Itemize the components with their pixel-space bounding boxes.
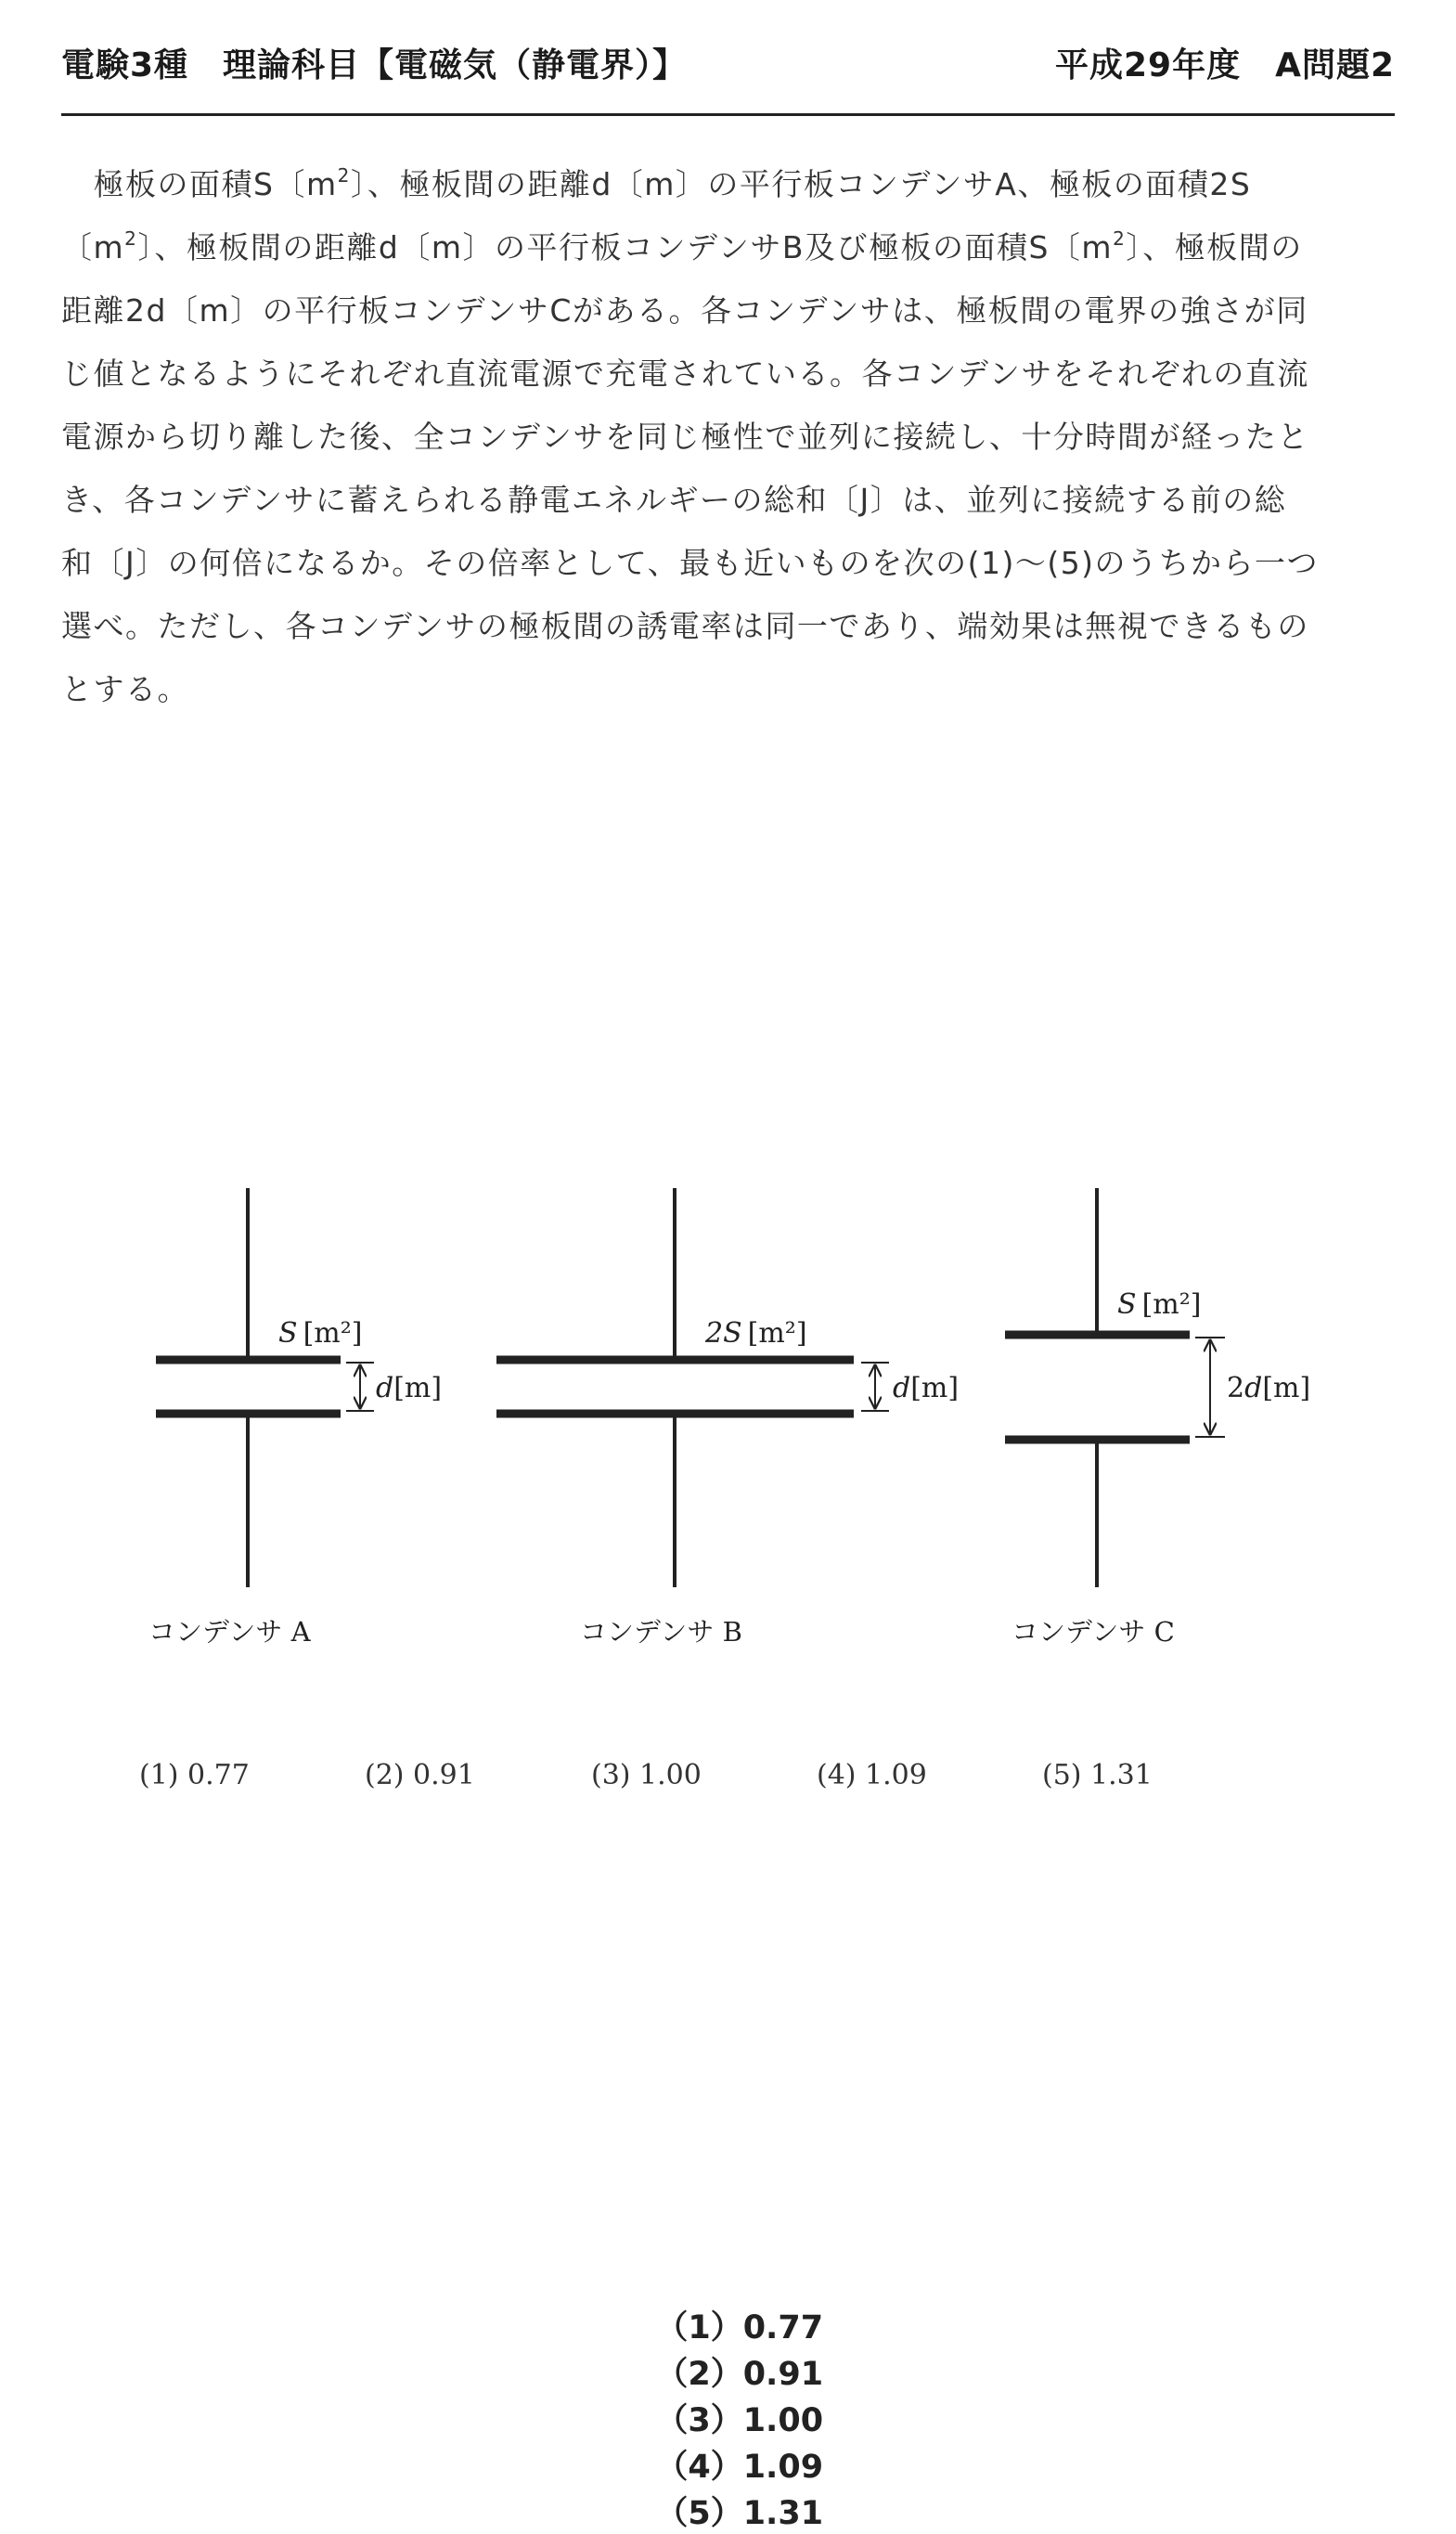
capacitor-c — [1005, 1188, 1310, 1648]
answer-choice-5[interactable]: （5）1.31 — [655, 2495, 824, 2532]
answer-choice-4[interactable]: （4）1.09 — [655, 2449, 824, 2486]
capacitor-a-gap-label: d[m] — [376, 1372, 443, 1404]
question-line: 選べ。ただし、各コンデンサの極板間の誘電率は同一であり、端効果は無視できるもの — [61, 608, 1309, 644]
question-line: 電源から切り離した後、全コンデンサを同じ極性で並列に接続し、十分時間が経ったと — [61, 419, 1309, 455]
choice-1[interactable]: (1) 0.77 — [139, 1759, 250, 1791]
exam-subject-title: 電験3種 理論科目【電磁気（静電界）】 — [61, 46, 688, 84]
choice-2[interactable]: (2) 0.91 — [365, 1759, 475, 1791]
question-line: き、各コンデンサに蓄えられる静電エネルギーの総和〔J〕は、並列に接続する前の総 — [61, 482, 1287, 518]
capacitor-a-caption: コンデンサ A — [148, 1616, 311, 1648]
answer-choices — [139, 1759, 1253, 1805]
capacitor-a-area-label: S [m²] — [278, 1317, 363, 1350]
capacitor-diagram — [0, 1170, 1456, 1671]
answer-choice-1[interactable]: （1）0.77 — [655, 2309, 824, 2347]
answer-choice-3[interactable]: （3）1.00 — [655, 2402, 824, 2439]
choice-5[interactable]: (5) 1.31 — [1042, 1759, 1153, 1791]
answer-choices-bold — [0, 2265, 1456, 2534]
question-line: 距離2d〔m〕の平行板コンデンサCがある。各コンデンサは、極板間の電界の強さが同 — [61, 292, 1308, 329]
capacitor-c-gap-label: 2d[m] — [1227, 1372, 1311, 1404]
question-text — [61, 153, 1395, 721]
question-line: とする。 — [61, 671, 189, 707]
capacitor-a — [148, 1188, 442, 1648]
answer-choice-2[interactable]: （2）0.91 — [655, 2356, 824, 2393]
question-line: 〔$m^2$〕、極板間の距離d〔m〕の平行板コンデンサB及び極板の面積S〔$m^2$〕、極板間の — [61, 227, 1303, 265]
capacitor-b-caption: コンデンサ B — [580, 1616, 742, 1648]
question-line: じ値となるようにそれぞれ直流電源で充電されている。各コンデンサをそれぞれの直流 — [61, 356, 1309, 392]
capacitor-c-area-label: S [m²] — [1117, 1288, 1202, 1321]
question-line: 和〔J〕の何倍になるか。その倍率として、最も近いものを次の(1)～(5)のうちから一つ — [61, 545, 1320, 581]
capacitor-c-caption: コンデンサ C — [1011, 1616, 1175, 1648]
capacitor-b — [496, 1188, 959, 1648]
header-divider — [61, 113, 1395, 116]
choice-3[interactable]: (3) 1.00 — [591, 1759, 702, 1791]
capacitor-b-area-label: 2S [m²] — [705, 1317, 807, 1350]
exam-year-problem: 平成29年度 A問題2 — [1054, 46, 1395, 84]
page-header — [61, 39, 1395, 95]
choice-4[interactable]: (4) 1.09 — [817, 1759, 927, 1791]
capacitor-b-gap-label: d[m] — [893, 1372, 960, 1404]
question-line: 極板の面積S〔$m^2$〕、極板間の距離d〔m〕の平行板コンデンサA、極板の面積2S — [61, 164, 1252, 202]
